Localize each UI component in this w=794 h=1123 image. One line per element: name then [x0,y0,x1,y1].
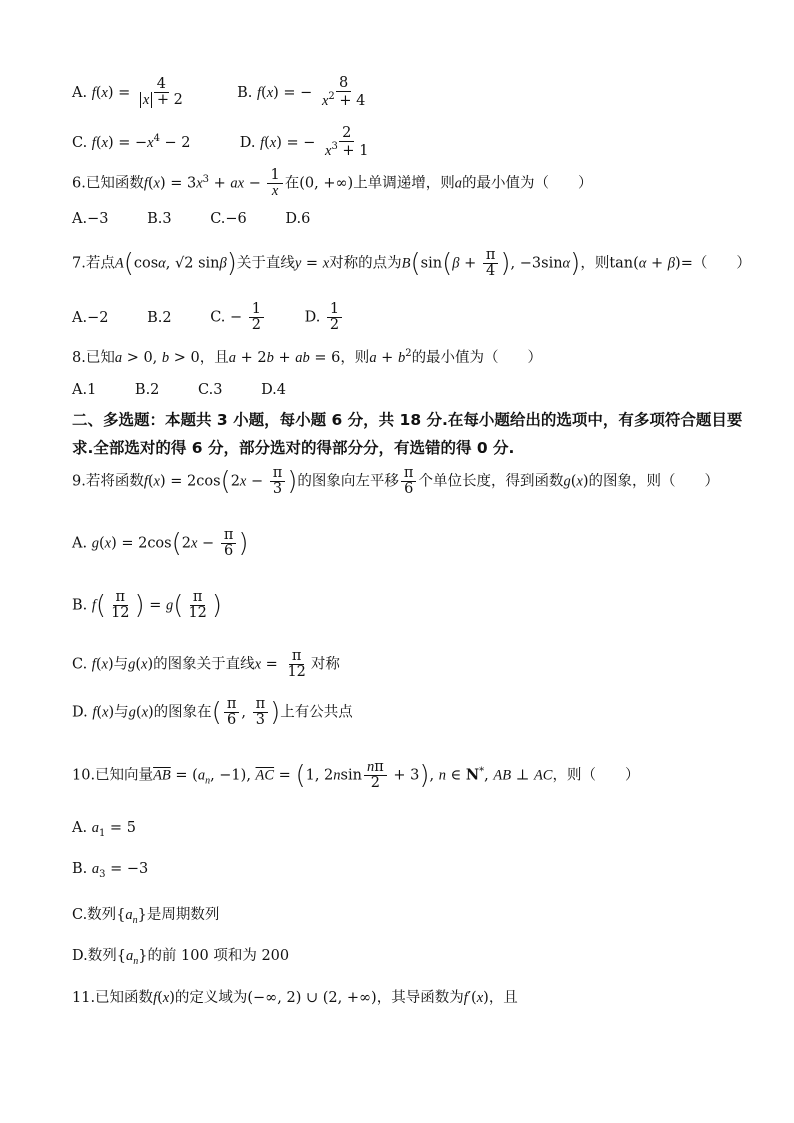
q8-option-d[interactable]: D.4 [261,382,287,398]
q5-options-cd [72,126,754,159]
q9-option-b[interactable]: B. f( $\frac{\pi}{12}$ ) = g( $\frac{\pi}{12}$ ) [72,589,223,622]
q6-options [72,211,754,227]
q7-option-a[interactable]: A.−2 [72,309,109,326]
q10-option-d[interactable]: D.数列$\{a_n\}$的前 100 项和为 200 [72,948,290,967]
q6-stem: 6.已知函数$f(x) = 3x^3$ + ax − $\frac{1}{x}$ 在(0, +∞)上单调递增，则a的最小值为（ ） [72,167,593,200]
q11-stem: 11.已知函数f(x)的定义域为(−∞, 2) ∪ (2, +∞)，其导函数为f′(x)，且 [72,990,518,1006]
q5-option-a[interactable]: A. f(x) = $\frac{4}{x + 2}$ [72,75,183,109]
q8-stem: 8.已知a > 0, b > 0，且a + 2b + ab = 6，则$a + b^2$的最小值为（ ） [72,348,543,366]
q9-option-d[interactable]: D. f(x)与g(x)的图象在( $\frac{\pi}{6}$ , $\frac{\pi}{3}$ )上有公共点 [72,696,353,729]
q8-option-a[interactable]: A.1 [72,382,97,398]
q7-option-c[interactable]: C. − $\frac{1}{2}$ [210,302,266,333]
q8-options [72,382,754,398]
q6-option-b[interactable]: B.3 [147,211,172,227]
q10-option-a[interactable]: A. $a_1 = 5$ [72,820,136,839]
q9-option-c[interactable]: C. f(x)与g(x)的图象关于直线x = $\frac{\pi}{12}$ 对称 [72,648,340,681]
q5-option-c[interactable]: C. $f(x) = -x^4 - 2$ [72,132,191,151]
q6-option-a[interactable]: A.−3 [72,211,109,227]
q8-option-c[interactable]: C.3 [198,382,223,398]
section-multi-choice-heading: 二、多选题：本题共 3 小题，每小题 6 分，共 18 分.在每小题给出的选项中，有多项符合题目要求.全部选对的得 6 分，部分选对的得部分分，有选错的得 0 分. [72,411,743,457]
q8-option-b[interactable]: B.2 [134,382,160,398]
q7-stem: 7.若点A(cosα, √2 sinβ)关于直线y = x对称的点为B(sin(β + $\frac{\pi}{4}$ ), −3sinα)，则tan(α + β)=（ ） [72,247,751,280]
q5-options-ab [72,76,754,109]
q7-option-d[interactable]: D. $\frac{1}{2}$ [305,302,345,333]
q7-options [72,302,754,333]
q10-option-c[interactable]: C.数列$\{a_n\}$是周期数列 [72,907,220,926]
q7-option-b[interactable]: B.2 [147,309,172,326]
q5-option-d[interactable]: D. f(x) = − $\frac{2}{x^3 + 1}$ [239,125,369,160]
q6-option-d[interactable]: D.6 [285,211,311,227]
q6-option-c[interactable]: C.−6 [210,211,247,227]
q10-option-b[interactable]: B. $a_3 = -3$ [72,861,149,880]
q10-stem: 10.已知向量$\overline{AB} = (a_n$, −1), $\overline{AC} = (1$, 2nsin $\frac{n\pi}{2}$ + 3), n ∈ N*, AB ⊥ AC，则（ ） [72,759,640,792]
q9-option-a[interactable]: A. g(x) = 2cos(2x − $\frac{\pi}{6}$ ) [72,527,249,560]
q9-stem: 9.若将函数f(x) = 2cos(2x − $\frac{\pi}{3}$ )的图象向左平移 $\frac{\pi}{6}$ 个单位长度，得到函数g(x)的图象，则（ ） [72,465,719,498]
q5-option-b[interactable]: B. f(x) = − $\frac{8}{x^2 + 4}$ [237,75,366,110]
